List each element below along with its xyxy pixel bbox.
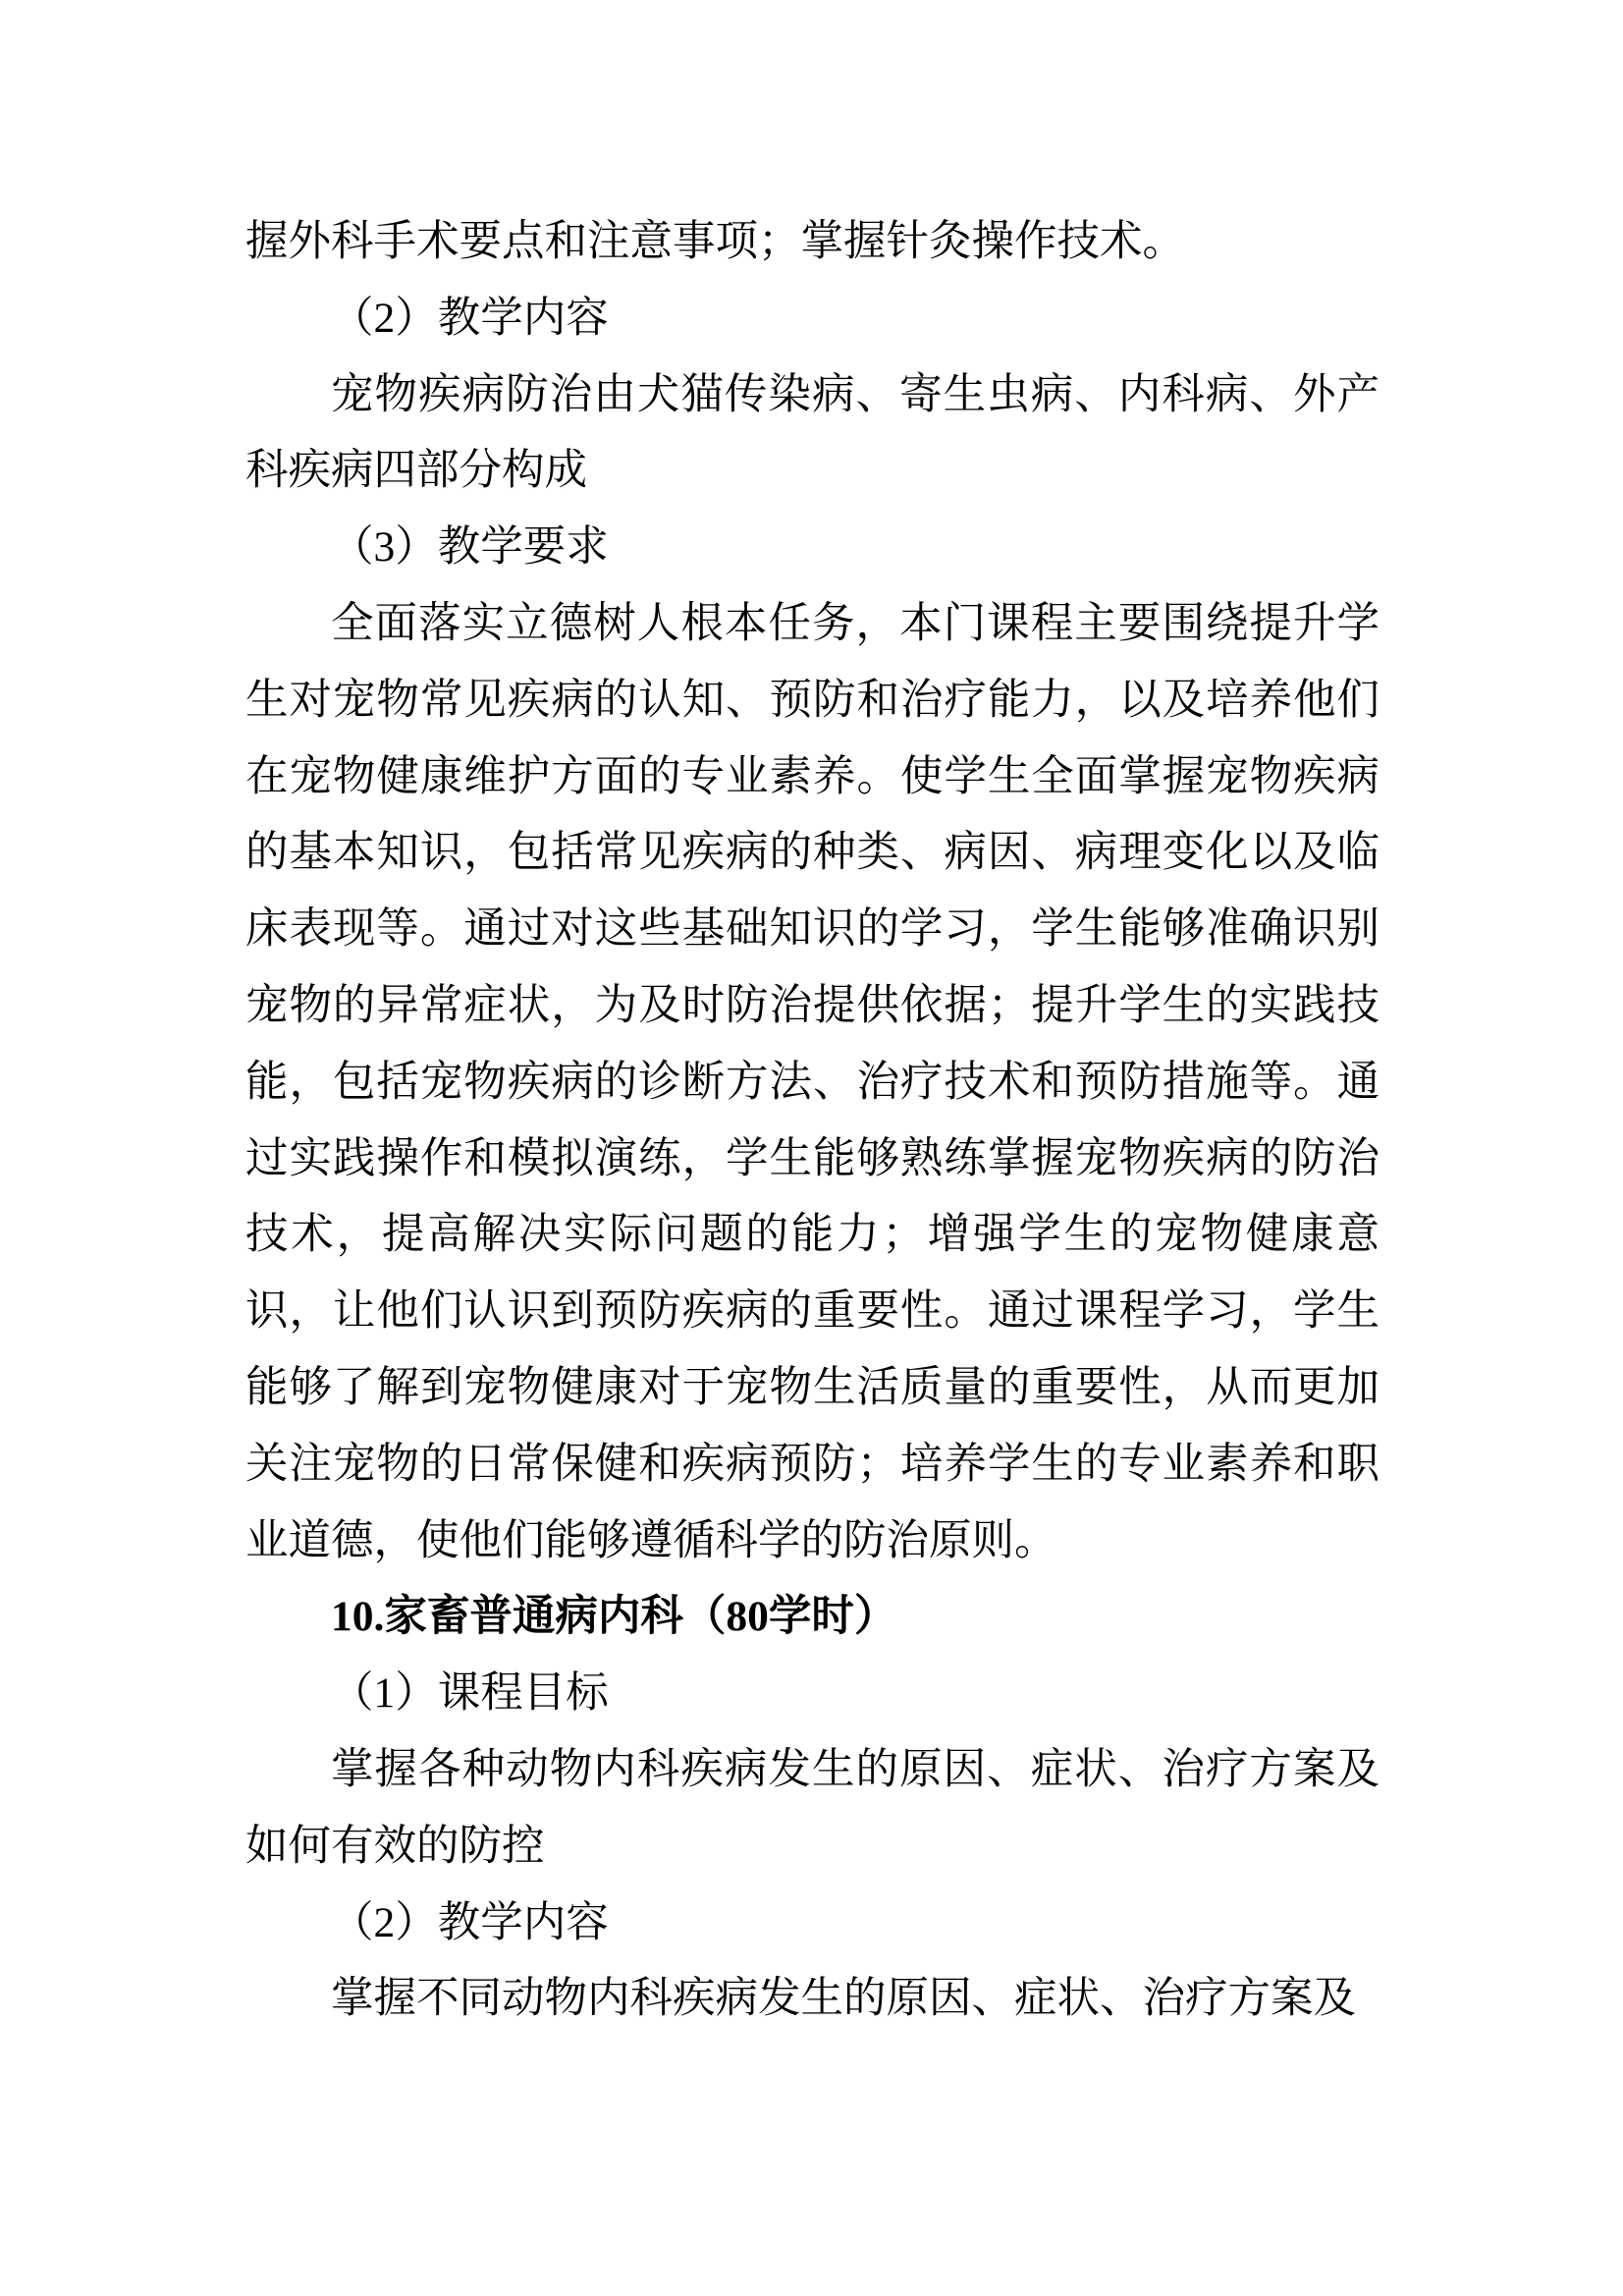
course-heading-10-livestock-internal-medicine: 10.家畜普通病内科（80学时） <box>331 1593 897 1641</box>
section-label-course-objectives: （1）课程目标 <box>331 1669 609 1718</box>
section-label-teaching-content-1: （2）教学内容 <box>331 294 609 342</box>
section-label-teaching-content-2: （2）教学内容 <box>331 1898 609 1946</box>
paragraph-teaching-content-body: 掌握不同动物内科疾病发生的原因、症状、治疗方案及 <box>331 1975 1356 2023</box>
paragraph-course-objectives-body: 掌握各种动物内科疾病发生的原因、症状、治疗方案及如何有效的防控 <box>245 1745 1380 1870</box>
section-label-teaching-requirements: （3）教学要求 <box>331 523 609 572</box>
paragraph-continuation: 握外科手术要点和注意事项；掌握针灸操作技术。 <box>245 218 1185 265</box>
paragraph-course-composition: 宠物疾病防治由犬猫传染病、寄生虫病、内科病、外产科疾病四部分构成 <box>245 370 1380 495</box>
paragraph-teaching-requirements-body: 全面落实立德树人根本任务，本门课程主要围绕提升学生对宠物常见疾病的认知、预防和治疗能力，以及培养他们在宠物健康维护方面的专业素养。使学生全面掌握宠物疾病的基本知识，包括常见疾病的种类、病因、病理变化以及临床表现等。通过对这些基础知识的学习，学生能够准确识别宠物的异常症状，为及时防治提供依据；提升学生的实践技能，包括宠物疾病的诊断方法、治疗技术和预防措施等。通过实践操作和模拟演练，学生能够熟练掌握宠物疾病的防治技术，提高解决实际问题的能力；增强学生的宠物健康意识，让他们认识到预防疾病的重要性。通过课程学习，学生能够了解到宠物健康对于宠物生活质量的重要性，从而更加关注宠物的日常保健和疾病预防；培养学生的专业素养和职业道德，使他们能够遵循科学的防治原则。 <box>245 599 1380 1564</box>
